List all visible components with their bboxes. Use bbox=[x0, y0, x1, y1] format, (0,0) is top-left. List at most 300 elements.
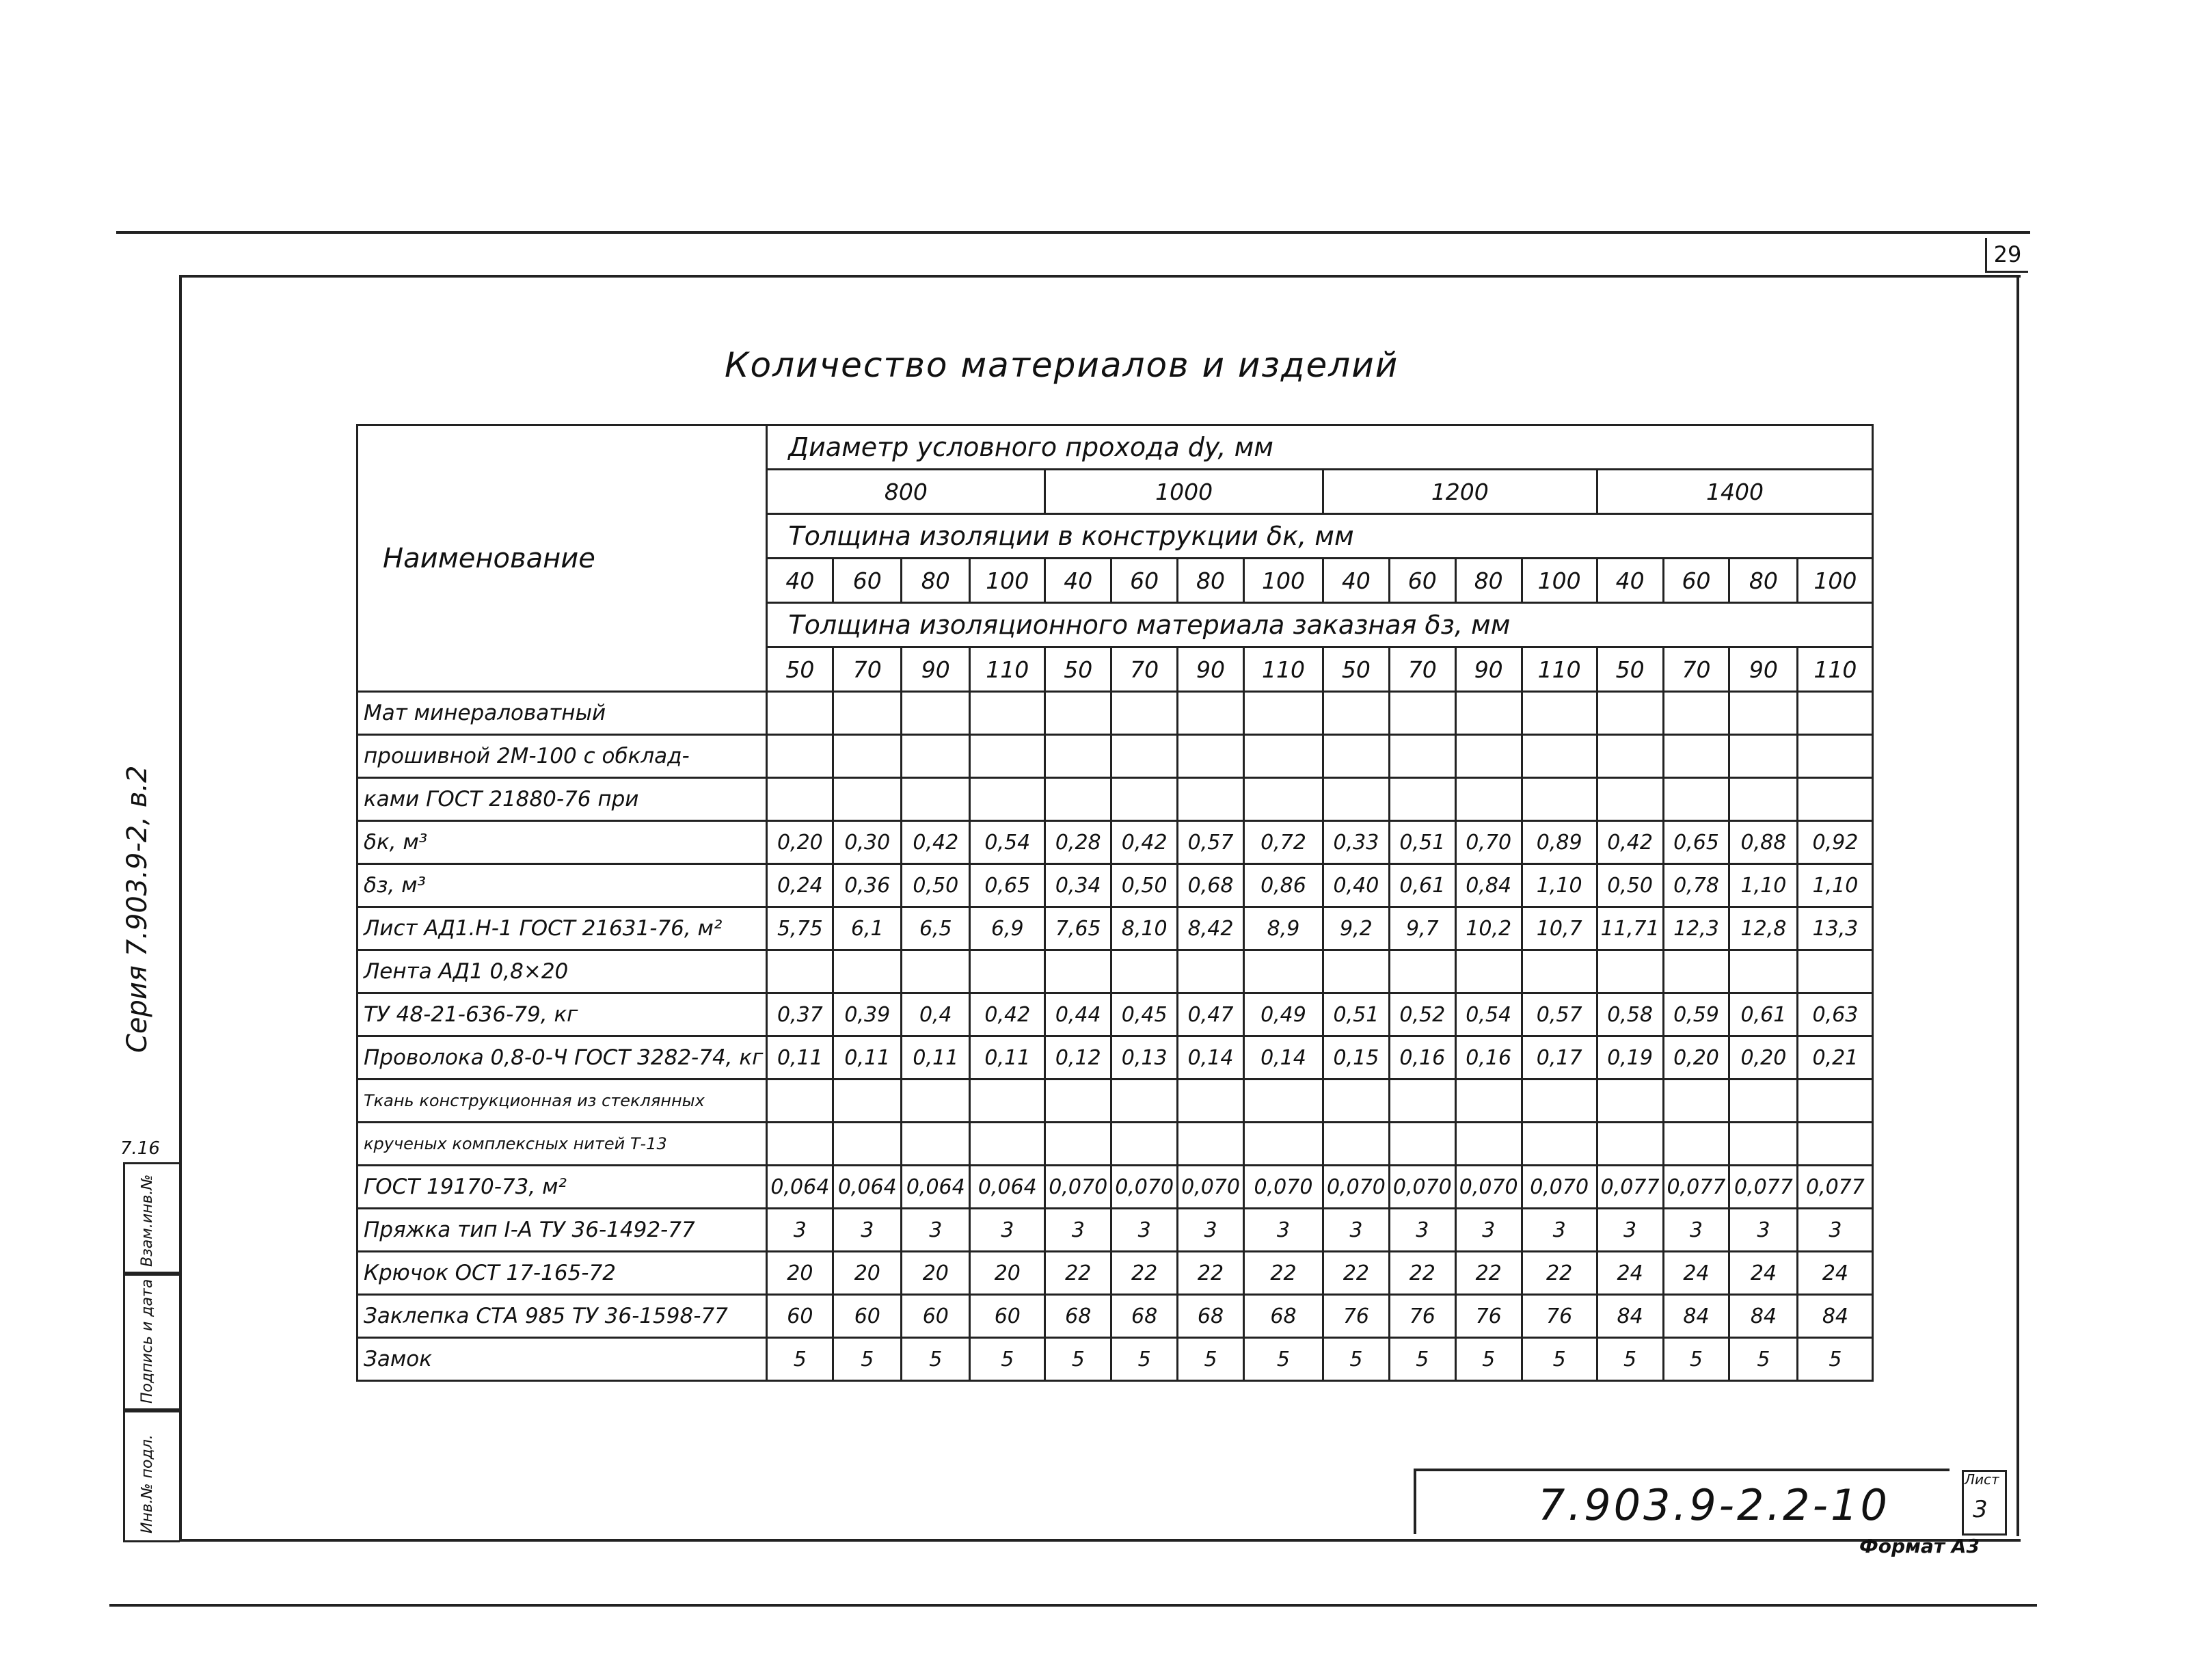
value-cell: 68 bbox=[1178, 1295, 1244, 1338]
value-cell: 3 bbox=[1111, 1209, 1178, 1252]
value-cell: 3 bbox=[1663, 1209, 1729, 1252]
value-cell: 24 bbox=[1798, 1252, 1873, 1295]
value-cell: 0,14 bbox=[1243, 1036, 1323, 1080]
value-cell bbox=[1045, 735, 1111, 778]
value-cell: 0,15 bbox=[1323, 1036, 1389, 1080]
value-cell: 0,44 bbox=[1045, 993, 1111, 1036]
order-thickness-header: Толщина изоляционного материала заказная δз, мм bbox=[767, 603, 1873, 647]
row-name: Лента АД1 0,8×20 bbox=[358, 950, 767, 993]
value-cell bbox=[1323, 950, 1389, 993]
value-cell: 0,57 bbox=[1178, 821, 1244, 864]
value-cell bbox=[1455, 1080, 1522, 1123]
value-cell bbox=[1111, 692, 1178, 735]
value-cell: 0,19 bbox=[1597, 1036, 1663, 1080]
value-cell: 5 bbox=[1045, 1338, 1111, 1381]
value-cell: 22 bbox=[1111, 1252, 1178, 1295]
table-row bbox=[358, 993, 1873, 1036]
value-cell: 0,070 bbox=[1178, 1166, 1244, 1209]
value-cell bbox=[1045, 950, 1111, 993]
document-code: 7.903.9-2.2-10 bbox=[1538, 1480, 1890, 1530]
stamp-cell-1 bbox=[123, 1162, 180, 1276]
value-cell: 8,9 bbox=[1243, 907, 1323, 950]
value-cell: 20 bbox=[902, 1252, 970, 1295]
value-cell: 5 bbox=[970, 1338, 1045, 1381]
value-cell: 5,75 bbox=[767, 907, 833, 950]
value-cell: 0,51 bbox=[1323, 993, 1389, 1036]
row-name: δз, м³ bbox=[358, 864, 767, 907]
value-cell: 3 bbox=[970, 1209, 1045, 1252]
value-cell bbox=[1045, 1080, 1111, 1123]
value-cell: 0,11 bbox=[767, 1036, 833, 1080]
value-cell: 0,24 bbox=[767, 864, 833, 907]
value-cell: 0,064 bbox=[767, 1166, 833, 1209]
value-cell: 0,50 bbox=[1111, 864, 1178, 907]
value-cell: 5 bbox=[1389, 1338, 1455, 1381]
value-cell bbox=[970, 692, 1045, 735]
value-cell bbox=[902, 692, 970, 735]
value-cell: 0,16 bbox=[1389, 1036, 1455, 1080]
value-cell: 0,28 bbox=[1045, 821, 1111, 864]
value-cell bbox=[1798, 1080, 1873, 1123]
row-name: ками ГОСТ 21880-76 при bbox=[358, 778, 767, 821]
value-cell: 0,11 bbox=[970, 1036, 1045, 1080]
thickness-cell: 60 bbox=[1663, 559, 1729, 603]
value-cell: 84 bbox=[1597, 1295, 1663, 1338]
value-cell: 9,2 bbox=[1323, 907, 1389, 950]
value-cell: 9,7 bbox=[1389, 907, 1455, 950]
stamp-label-3: Взам.инв.№ bbox=[139, 1174, 156, 1267]
value-cell: 0,54 bbox=[1455, 993, 1522, 1036]
bottom-rule bbox=[109, 1604, 2037, 1607]
value-cell: 0,20 bbox=[1663, 1036, 1729, 1080]
value-cell: 5 bbox=[767, 1338, 833, 1381]
value-cell: 22 bbox=[1455, 1252, 1522, 1295]
value-cell: 8,42 bbox=[1178, 907, 1244, 950]
value-cell bbox=[1522, 735, 1597, 778]
value-cell: 0,070 bbox=[1323, 1166, 1389, 1209]
value-cell: 0,077 bbox=[1663, 1166, 1729, 1209]
stamp-label-1: Инв.№ подл. bbox=[139, 1434, 156, 1533]
value-cell: 5 bbox=[1597, 1338, 1663, 1381]
value-cell bbox=[1323, 692, 1389, 735]
value-cell bbox=[1597, 735, 1663, 778]
value-cell: 84 bbox=[1663, 1295, 1729, 1338]
table-row bbox=[358, 1338, 1873, 1381]
value-cell: 20 bbox=[970, 1252, 1045, 1295]
value-cell bbox=[1729, 778, 1798, 821]
diameter-1400: 1400 bbox=[1597, 470, 1873, 514]
value-cell: 0,45 bbox=[1111, 993, 1178, 1036]
table-row bbox=[358, 821, 1873, 864]
value-cell: 0,36 bbox=[833, 864, 902, 907]
value-cell bbox=[1663, 778, 1729, 821]
order-thickness-cell: 70 bbox=[1389, 647, 1455, 692]
value-cell: 60 bbox=[833, 1295, 902, 1338]
order-thickness-cell: 90 bbox=[1178, 647, 1244, 692]
value-cell bbox=[902, 1123, 970, 1166]
thickness-cell: 40 bbox=[1597, 559, 1663, 603]
table-row bbox=[358, 907, 1873, 950]
value-cell bbox=[1178, 778, 1244, 821]
order-thickness-cell: 110 bbox=[1798, 647, 1873, 692]
value-cell bbox=[1178, 1080, 1244, 1123]
value-cell bbox=[1663, 1123, 1729, 1166]
value-cell bbox=[1389, 778, 1455, 821]
value-cell bbox=[1798, 950, 1873, 993]
value-cell: 0,4 bbox=[902, 993, 970, 1036]
value-cell: 5 bbox=[1798, 1338, 1873, 1381]
value-cell: 76 bbox=[1389, 1295, 1455, 1338]
thickness-cell: 80 bbox=[902, 559, 970, 603]
value-cell bbox=[1663, 692, 1729, 735]
page-number: 29 bbox=[1985, 238, 2028, 273]
table-title: Количество материалов и изделий bbox=[725, 345, 1399, 385]
value-cell: 0,13 bbox=[1111, 1036, 1178, 1080]
value-cell bbox=[1455, 778, 1522, 821]
value-cell: 0,39 bbox=[833, 993, 902, 1036]
value-cell: 0,070 bbox=[1389, 1166, 1455, 1209]
order-thickness-cell: 50 bbox=[767, 647, 833, 692]
thickness-cell: 60 bbox=[833, 559, 902, 603]
value-cell bbox=[1323, 778, 1389, 821]
value-cell bbox=[1243, 692, 1323, 735]
value-cell bbox=[1522, 1080, 1597, 1123]
value-cell: 22 bbox=[1323, 1252, 1389, 1295]
thickness-cell: 100 bbox=[1243, 559, 1323, 603]
value-cell: 22 bbox=[1522, 1252, 1597, 1295]
order-thickness-cell: 110 bbox=[1243, 647, 1323, 692]
value-cell bbox=[1522, 950, 1597, 993]
value-cell bbox=[1243, 950, 1323, 993]
sheet-number: 3 bbox=[1973, 1496, 1988, 1523]
row-name: Крючок ОСТ 17-165-72 bbox=[358, 1252, 767, 1295]
value-cell: 0,52 bbox=[1389, 993, 1455, 1036]
value-cell bbox=[970, 735, 1045, 778]
value-cell bbox=[1323, 1080, 1389, 1123]
value-cell bbox=[1522, 1123, 1597, 1166]
value-cell: 0,54 bbox=[970, 821, 1045, 864]
value-cell bbox=[1243, 735, 1323, 778]
value-cell: 0,42 bbox=[970, 993, 1045, 1036]
order-thickness-cell: 70 bbox=[1663, 647, 1729, 692]
value-cell: 13,3 bbox=[1798, 907, 1873, 950]
value-cell: 8,10 bbox=[1111, 907, 1178, 950]
value-cell: 5 bbox=[1729, 1338, 1798, 1381]
value-cell bbox=[1597, 1123, 1663, 1166]
sheet-label: Лист bbox=[1965, 1471, 1999, 1488]
value-cell: 0,61 bbox=[1389, 864, 1455, 907]
diameter-800: 800 bbox=[767, 470, 1045, 514]
value-cell: 0,68 bbox=[1178, 864, 1244, 907]
table-row bbox=[358, 735, 1873, 778]
value-cell: 11,71 bbox=[1597, 907, 1663, 950]
value-cell: 24 bbox=[1729, 1252, 1798, 1295]
stamp-label-2: Подпись и дата bbox=[139, 1278, 156, 1404]
value-cell bbox=[1243, 778, 1323, 821]
value-cell: 0,077 bbox=[1798, 1166, 1873, 1209]
thickness-cell: 40 bbox=[767, 559, 833, 603]
value-cell bbox=[833, 735, 902, 778]
value-cell bbox=[833, 950, 902, 993]
value-cell bbox=[902, 735, 970, 778]
value-cell: 0,30 bbox=[833, 821, 902, 864]
materials-table bbox=[356, 424, 1874, 1382]
row-name: δк, м³ bbox=[358, 821, 767, 864]
value-cell bbox=[833, 778, 902, 821]
value-cell bbox=[970, 1080, 1045, 1123]
value-cell: 0,88 bbox=[1729, 821, 1798, 864]
table-row bbox=[358, 778, 1873, 821]
value-cell bbox=[1729, 1123, 1798, 1166]
value-cell bbox=[833, 1123, 902, 1166]
value-cell bbox=[767, 950, 833, 993]
row-name: прошивной 2М-100 с обклад- bbox=[358, 735, 767, 778]
value-cell: 0,064 bbox=[833, 1166, 902, 1209]
value-cell bbox=[1663, 735, 1729, 778]
value-cell: 68 bbox=[1243, 1295, 1323, 1338]
value-cell: 10,2 bbox=[1455, 907, 1522, 950]
value-cell: 7,65 bbox=[1045, 907, 1111, 950]
value-cell: 0,42 bbox=[902, 821, 970, 864]
value-cell: 3 bbox=[1455, 1209, 1522, 1252]
value-cell: 0,59 bbox=[1663, 993, 1729, 1036]
value-cell: 0,20 bbox=[1729, 1036, 1798, 1080]
value-cell: 3 bbox=[1729, 1209, 1798, 1252]
value-cell bbox=[1111, 735, 1178, 778]
thickness-cell: 40 bbox=[1323, 559, 1389, 603]
order-thickness-cell: 110 bbox=[970, 647, 1045, 692]
thickness-cell: 60 bbox=[1389, 559, 1455, 603]
value-cell bbox=[1798, 778, 1873, 821]
thickness-cell: 80 bbox=[1729, 559, 1798, 603]
value-cell: 20 bbox=[767, 1252, 833, 1295]
value-cell bbox=[1455, 1123, 1522, 1166]
value-cell: 76 bbox=[1522, 1295, 1597, 1338]
value-cell: 0,070 bbox=[1455, 1166, 1522, 1209]
value-cell bbox=[1389, 1080, 1455, 1123]
value-cell: 0,61 bbox=[1729, 993, 1798, 1036]
value-cell bbox=[1597, 692, 1663, 735]
value-cell bbox=[1111, 1080, 1178, 1123]
value-cell: 6,9 bbox=[970, 907, 1045, 950]
value-cell: 60 bbox=[970, 1295, 1045, 1338]
diameter-header: Диаметр условного прохода dy, мм bbox=[767, 425, 1873, 470]
value-cell bbox=[1389, 950, 1455, 993]
value-cell: 3 bbox=[1597, 1209, 1663, 1252]
value-cell: 0,70 bbox=[1455, 821, 1522, 864]
order-thickness-cell: 110 bbox=[1522, 647, 1597, 692]
value-cell: 24 bbox=[1597, 1252, 1663, 1295]
value-cell: 22 bbox=[1045, 1252, 1111, 1295]
value-cell: 60 bbox=[902, 1295, 970, 1338]
value-cell bbox=[1455, 735, 1522, 778]
value-cell: 0,14 bbox=[1178, 1036, 1244, 1080]
value-cell bbox=[970, 778, 1045, 821]
value-cell: 0,11 bbox=[833, 1036, 902, 1080]
value-cell: 0,84 bbox=[1455, 864, 1522, 907]
value-cell bbox=[1597, 950, 1663, 993]
order-thickness-cell: 50 bbox=[1597, 647, 1663, 692]
row-name: Мат минераловатный bbox=[358, 692, 767, 735]
value-cell bbox=[902, 778, 970, 821]
value-cell bbox=[1729, 735, 1798, 778]
value-cell bbox=[902, 1080, 970, 1123]
value-cell: 0,33 bbox=[1323, 821, 1389, 864]
value-cell: 3 bbox=[1522, 1209, 1597, 1252]
value-cell bbox=[902, 950, 970, 993]
value-cell: 76 bbox=[1323, 1295, 1389, 1338]
value-cell: 0,070 bbox=[1111, 1166, 1178, 1209]
value-cell: 5 bbox=[833, 1338, 902, 1381]
value-cell: 0,34 bbox=[1045, 864, 1111, 907]
stamp-strip bbox=[123, 1162, 191, 1545]
value-cell: 0,20 bbox=[767, 821, 833, 864]
value-cell: 3 bbox=[1243, 1209, 1323, 1252]
thickness-cell: 100 bbox=[1798, 559, 1873, 603]
order-thickness-cell: 90 bbox=[1455, 647, 1522, 692]
value-cell bbox=[767, 1123, 833, 1166]
order-thickness-cell: 70 bbox=[833, 647, 902, 692]
value-cell: 0,51 bbox=[1389, 821, 1455, 864]
value-cell: 5 bbox=[902, 1338, 970, 1381]
value-cell bbox=[1663, 1080, 1729, 1123]
thickness-cell: 100 bbox=[970, 559, 1045, 603]
value-cell: 0,58 bbox=[1597, 993, 1663, 1036]
value-cell bbox=[1243, 1123, 1323, 1166]
value-cell: 0,077 bbox=[1729, 1166, 1798, 1209]
order-thickness-cell: 50 bbox=[1323, 647, 1389, 692]
table-row bbox=[358, 1209, 1873, 1252]
value-cell: 5 bbox=[1243, 1338, 1323, 1381]
value-cell: 6,5 bbox=[902, 907, 970, 950]
value-cell: 3 bbox=[767, 1209, 833, 1252]
order-thickness-cell: 70 bbox=[1111, 647, 1178, 692]
row-name: Пряжка тип I-А ТУ 36-1492-77 bbox=[358, 1209, 767, 1252]
value-cell bbox=[1729, 692, 1798, 735]
value-cell: 0,50 bbox=[902, 864, 970, 907]
value-cell: 0,070 bbox=[1522, 1166, 1597, 1209]
value-cell: 3 bbox=[833, 1209, 902, 1252]
value-cell: 3 bbox=[902, 1209, 970, 1252]
value-cell: 6,1 bbox=[833, 907, 902, 950]
value-cell: 0,63 bbox=[1798, 993, 1873, 1036]
value-cell: 0,72 bbox=[1243, 821, 1323, 864]
table-row bbox=[358, 864, 1873, 907]
value-cell bbox=[1389, 735, 1455, 778]
value-cell bbox=[1111, 950, 1178, 993]
order-thickness-cell: 90 bbox=[1729, 647, 1798, 692]
value-cell bbox=[1045, 1123, 1111, 1166]
thickness-cell: 40 bbox=[1045, 559, 1111, 603]
value-cell bbox=[1178, 950, 1244, 993]
table-row bbox=[358, 1036, 1873, 1080]
value-cell: 0,86 bbox=[1243, 864, 1323, 907]
value-cell bbox=[1045, 692, 1111, 735]
top-rule bbox=[116, 231, 2030, 234]
value-cell bbox=[1389, 692, 1455, 735]
value-cell: 0,92 bbox=[1798, 821, 1873, 864]
value-cell: 5 bbox=[1178, 1338, 1244, 1381]
value-cell: 0,16 bbox=[1455, 1036, 1522, 1080]
row-name: Заклепка СТА 985 ТУ 36-1598-77 bbox=[358, 1295, 767, 1338]
value-cell: 12,3 bbox=[1663, 907, 1729, 950]
value-cell: 22 bbox=[1243, 1252, 1323, 1295]
value-cell: 22 bbox=[1389, 1252, 1455, 1295]
value-cell: 0,070 bbox=[1243, 1166, 1323, 1209]
row-name: ГОСТ 19170-73, м² bbox=[358, 1166, 767, 1209]
table-row bbox=[358, 1123, 1873, 1166]
value-cell: 68 bbox=[1111, 1295, 1178, 1338]
value-cell: 0,50 bbox=[1597, 864, 1663, 907]
value-cell bbox=[1522, 692, 1597, 735]
value-cell: 68 bbox=[1045, 1295, 1111, 1338]
thickness-cell: 100 bbox=[1522, 559, 1597, 603]
value-cell: 84 bbox=[1729, 1295, 1798, 1338]
table-row bbox=[358, 1252, 1873, 1295]
value-cell bbox=[1178, 1123, 1244, 1166]
drawing-frame-right bbox=[2017, 275, 2019, 1536]
value-cell: 0,65 bbox=[970, 864, 1045, 907]
value-cell bbox=[833, 692, 902, 735]
value-cell: 5 bbox=[1522, 1338, 1597, 1381]
value-cell bbox=[1522, 778, 1597, 821]
thickness-cell: 60 bbox=[1111, 559, 1178, 603]
value-cell: 0,11 bbox=[902, 1036, 970, 1080]
value-cell: 5 bbox=[1455, 1338, 1522, 1381]
value-cell: 0,40 bbox=[1323, 864, 1389, 907]
value-cell bbox=[1045, 778, 1111, 821]
series-label: Серия 7.903.9-2, в.2 bbox=[122, 765, 153, 1053]
stamp-cell-3 bbox=[123, 1408, 180, 1542]
value-cell bbox=[1111, 778, 1178, 821]
value-cell: 3 bbox=[1178, 1209, 1244, 1252]
value-cell: 0,064 bbox=[970, 1166, 1045, 1209]
row-name: Проволока 0,8-0-Ч ГОСТ 3282-74, кг bbox=[358, 1036, 767, 1080]
stamp-cell-2 bbox=[123, 1272, 180, 1412]
value-cell: 0,49 bbox=[1243, 993, 1323, 1036]
value-cell bbox=[970, 1123, 1045, 1166]
value-cell: 0,65 bbox=[1663, 821, 1729, 864]
value-cell: 0,12 bbox=[1045, 1036, 1111, 1080]
value-cell: 5 bbox=[1663, 1338, 1729, 1381]
order-thickness-cell: 90 bbox=[902, 647, 970, 692]
value-cell bbox=[1729, 950, 1798, 993]
value-cell: 20 bbox=[833, 1252, 902, 1295]
value-cell: 0,57 bbox=[1522, 993, 1597, 1036]
value-cell bbox=[767, 692, 833, 735]
left-number: 7.16 bbox=[120, 1138, 160, 1159]
value-cell: 3 bbox=[1389, 1209, 1455, 1252]
value-cell: 0,42 bbox=[1111, 821, 1178, 864]
value-cell bbox=[1798, 1123, 1873, 1166]
value-cell bbox=[1798, 735, 1873, 778]
value-cell bbox=[1323, 735, 1389, 778]
value-cell bbox=[1455, 692, 1522, 735]
value-cell: 22 bbox=[1178, 1252, 1244, 1295]
value-cell: 0,064 bbox=[902, 1166, 970, 1209]
value-cell: 0,89 bbox=[1522, 821, 1597, 864]
value-cell: 0,17 bbox=[1522, 1036, 1597, 1080]
row-name: Замок bbox=[358, 1338, 767, 1381]
value-cell: 1,10 bbox=[1798, 864, 1873, 907]
value-cell: 1,10 bbox=[1522, 864, 1597, 907]
value-cell: 1,10 bbox=[1729, 864, 1798, 907]
row-name: крученых комплексных нитей Т-13 bbox=[358, 1123, 767, 1166]
value-cell: 10,7 bbox=[1522, 907, 1597, 950]
value-cell bbox=[1597, 778, 1663, 821]
value-cell bbox=[833, 1080, 902, 1123]
value-cell bbox=[1178, 692, 1244, 735]
